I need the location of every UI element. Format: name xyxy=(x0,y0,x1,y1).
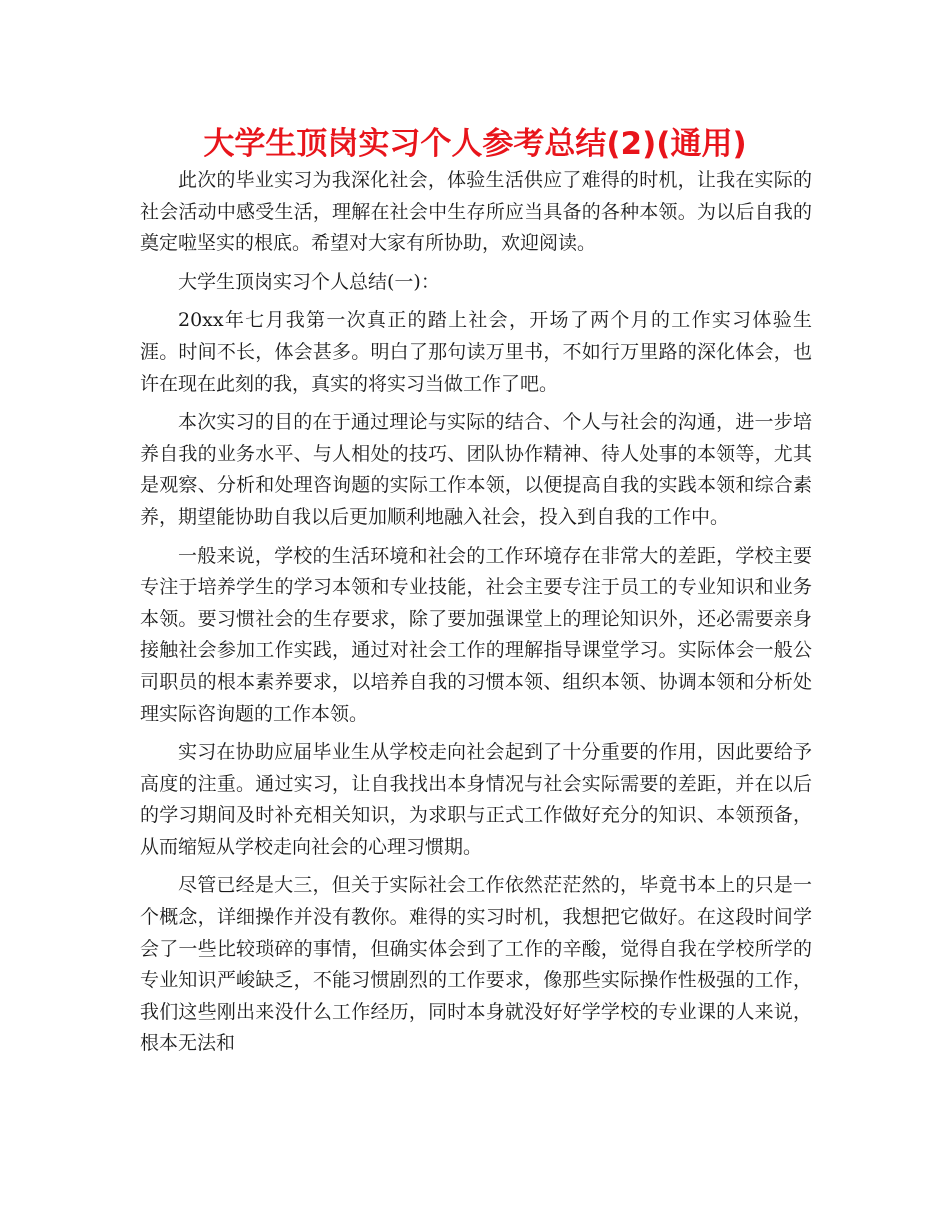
paragraph-intro: 此次的毕业实习为我深化社会，体验生活供应了难得的时机，让我在实际的社会活动中感受生活，理解在社会中生存所应当具备的各种本领。为以后自我的奠定啦坚实的根底。希望对大家有所协助，欢迎阅读。 xyxy=(140,169,812,255)
document-body xyxy=(140,165,812,1067)
paragraph: 一般来说，学校的生活环境和社会的工作环境存在非常大的差距，学校主要专注于培养学生的学习本领和专业技能，社会主要专注于员工的专业知识和业务本领。要习惯社会的生存要求，除了要加强课堂上的理论知识外，还必需要亲身接触社会参加工作实践，通过对社会工作的理解指导课堂学习。实际体会一般公司职员的根本素养要求，以培养自我的习惯本领、组织本领、协调本领和分析处理实际咨询题的工作本领。 xyxy=(140,544,812,725)
section-heading: 大学生顶岗实习个人总结(一)： xyxy=(178,270,440,293)
document-title: 大学生顶岗实习个人参考总结(2)(通用) xyxy=(203,126,747,162)
paragraph: 20xx年七月我第一次真正的踏上社会，开场了两个月的工作实习体验生涯。时间不长，体会甚多。明白了那句读万里书，不如行万里路的深化体会，也许在现在此刻的我，真实的将实习当做工作了吧。 xyxy=(140,309,812,395)
paragraph: 尽管已经是大三，但关于实际社会工作依然茫茫然的，毕竟书本上的只是一个概念，详细操作并没有教你。难得的实习时机，我想把它做好。在这段时间学会了一些比较琐碎的事情，但确实体会到了工作的辛酸，觉得自我在学校所学的专业知识严峻缺乏，不能习惯剧烈的工作要求，像那些实际操作性极强的工作，我们这些刚出来没什么工作经历，同时本身就没好好学学校的专业课的人来说，根本无法和 xyxy=(140,874,812,1055)
paragraph: 实习在协助应届毕业生从学校走向社会起到了十分重要的作用，因此要给予高度的注重。通过实习，让自我找出本身情况与社会实际需要的差距，并在以后的学习期间及时补充相关知识，为求职与正式工作做好充分的知识、本领预备，从而缩短从学校走向社会的心理习惯期。 xyxy=(140,741,812,858)
paragraph: 本次实习的目的在于通过理论与实际的结合、个人与社会的沟通，进一步培养自我的业务水平、与人相处的技巧、团队协作精神、待人处事的本领等，尤其是观察、分析和处理咨询题的实际工作本领，以便提高自我的实践本领和综合素养，期望能协助自我以后更加顺利地融入社会，投入到自我的工作中。 xyxy=(140,411,812,528)
